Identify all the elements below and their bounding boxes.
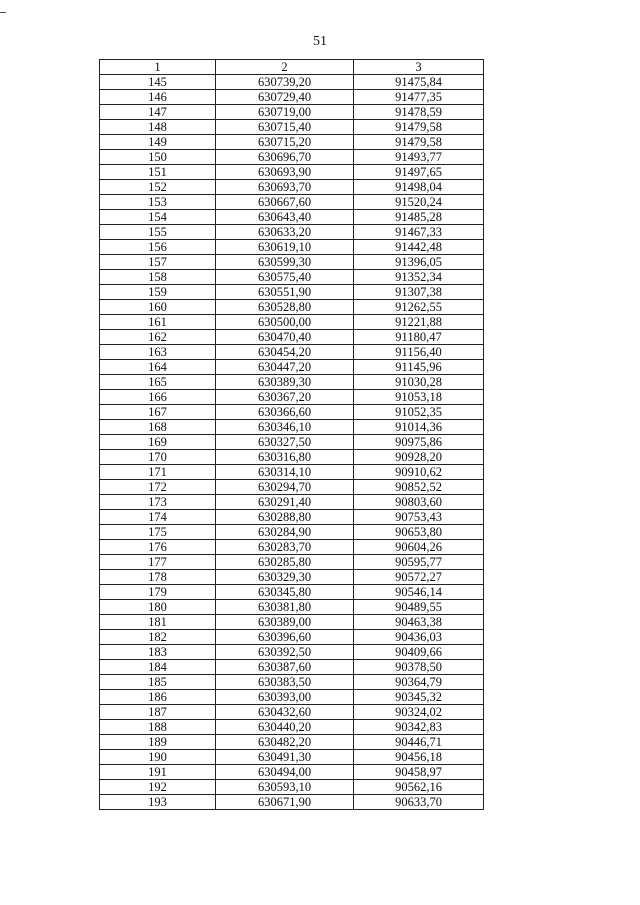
point-number-cell: 184 <box>100 660 216 675</box>
y-coordinate-cell: 91475,84 <box>354 75 484 90</box>
table-row <box>100 480 484 495</box>
table-row <box>100 765 484 780</box>
table-row <box>100 495 484 510</box>
x-coordinate-cell: 630693,90 <box>216 165 354 180</box>
point-number-cell: 163 <box>100 345 216 360</box>
x-coordinate-cell: 630454,20 <box>216 345 354 360</box>
y-coordinate-cell: 90653,80 <box>354 525 484 540</box>
table-row <box>100 750 484 765</box>
y-coordinate-cell: 91014,36 <box>354 420 484 435</box>
point-number-cell: 179 <box>100 585 216 600</box>
point-number-cell: 188 <box>100 720 216 735</box>
table-row <box>100 720 484 735</box>
point-number-cell: 177 <box>100 555 216 570</box>
x-coordinate-cell: 630528,80 <box>216 300 354 315</box>
point-number-cell: 148 <box>100 120 216 135</box>
y-coordinate-cell: 91307,38 <box>354 285 484 300</box>
point-number-cell: 170 <box>100 450 216 465</box>
x-coordinate-cell: 630575,40 <box>216 270 354 285</box>
y-coordinate-cell: 90446,71 <box>354 735 484 750</box>
y-coordinate-cell: 90753,43 <box>354 510 484 525</box>
x-coordinate-cell: 630440,20 <box>216 720 354 735</box>
point-number-cell: 178 <box>100 570 216 585</box>
table-row <box>100 75 484 90</box>
point-number-cell: 151 <box>100 165 216 180</box>
table-row <box>100 240 484 255</box>
table-row <box>100 90 484 105</box>
table-row <box>100 450 484 465</box>
x-coordinate-cell: 630396,60 <box>216 630 354 645</box>
y-coordinate-cell: 90910,62 <box>354 465 484 480</box>
table-row <box>100 210 484 225</box>
point-number-cell: 153 <box>100 195 216 210</box>
y-coordinate-cell: 90595,77 <box>354 555 484 570</box>
point-number-cell: 169 <box>100 435 216 450</box>
point-number-cell: 159 <box>100 285 216 300</box>
x-coordinate-cell: 630314,10 <box>216 465 354 480</box>
x-coordinate-cell: 630285,80 <box>216 555 354 570</box>
x-coordinate-cell: 630715,40 <box>216 120 354 135</box>
x-coordinate-cell: 630366,60 <box>216 405 354 420</box>
table-row <box>100 165 484 180</box>
point-number-cell: 155 <box>100 225 216 240</box>
y-coordinate-cell: 90436,03 <box>354 630 484 645</box>
point-number-cell: 150 <box>100 150 216 165</box>
y-coordinate-cell: 91477,35 <box>354 90 484 105</box>
point-number-cell: 154 <box>100 210 216 225</box>
table-row <box>100 150 484 165</box>
x-coordinate-cell: 630494,00 <box>216 765 354 780</box>
point-number-cell: 180 <box>100 600 216 615</box>
y-coordinate-cell: 91479,58 <box>354 120 484 135</box>
y-coordinate-cell: 90546,14 <box>354 585 484 600</box>
table-row <box>100 405 484 420</box>
point-number-cell: 160 <box>100 300 216 315</box>
point-number-cell: 182 <box>100 630 216 645</box>
table-row <box>100 390 484 405</box>
x-coordinate-cell: 630729,40 <box>216 90 354 105</box>
y-coordinate-cell: 91156,40 <box>354 345 484 360</box>
table-row <box>100 705 484 720</box>
point-number-cell: 157 <box>100 255 216 270</box>
column-header-1: 1 <box>100 60 216 75</box>
table-row <box>100 375 484 390</box>
y-coordinate-cell: 91498,04 <box>354 180 484 195</box>
table-row <box>100 105 484 120</box>
point-number-cell: 147 <box>100 105 216 120</box>
table-row <box>100 570 484 585</box>
point-number-cell: 174 <box>100 510 216 525</box>
table-row <box>100 285 484 300</box>
point-number-cell: 145 <box>100 75 216 90</box>
table-row <box>100 780 484 795</box>
point-number-cell: 175 <box>100 525 216 540</box>
point-number-cell: 187 <box>100 705 216 720</box>
y-coordinate-cell: 91467,33 <box>354 225 484 240</box>
y-coordinate-cell: 90633,70 <box>354 795 484 810</box>
y-coordinate-cell: 90456,18 <box>354 750 484 765</box>
table-row <box>100 180 484 195</box>
y-coordinate-cell: 91493,77 <box>354 150 484 165</box>
y-coordinate-cell: 90324,02 <box>354 705 484 720</box>
y-coordinate-cell: 91396,05 <box>354 255 484 270</box>
point-number-cell: 156 <box>100 240 216 255</box>
point-number-cell: 190 <box>100 750 216 765</box>
x-coordinate-cell: 630551,90 <box>216 285 354 300</box>
table-row <box>100 360 484 375</box>
x-coordinate-cell: 630329,30 <box>216 570 354 585</box>
table-row <box>100 795 484 810</box>
coordinates-table <box>99 59 484 810</box>
column-header-2: 2 <box>216 60 354 75</box>
y-coordinate-cell: 90364,79 <box>354 675 484 690</box>
point-number-cell: 181 <box>100 615 216 630</box>
y-coordinate-cell: 91052,35 <box>354 405 484 420</box>
table-row <box>100 345 484 360</box>
table-row <box>100 540 484 555</box>
table-row <box>100 195 484 210</box>
x-coordinate-cell: 630367,20 <box>216 390 354 405</box>
y-coordinate-cell: 90458,97 <box>354 765 484 780</box>
y-coordinate-cell: 90463,38 <box>354 615 484 630</box>
y-coordinate-cell: 91262,55 <box>354 300 484 315</box>
x-coordinate-cell: 630739,20 <box>216 75 354 90</box>
y-coordinate-cell: 91485,28 <box>354 210 484 225</box>
x-coordinate-cell: 630283,70 <box>216 540 354 555</box>
x-coordinate-cell: 630345,80 <box>216 585 354 600</box>
y-coordinate-cell: 90572,27 <box>354 570 484 585</box>
y-coordinate-cell: 91497,65 <box>354 165 484 180</box>
header-row <box>100 60 484 75</box>
x-coordinate-cell: 630294,70 <box>216 480 354 495</box>
y-coordinate-cell: 90604,26 <box>354 540 484 555</box>
point-number-cell: 164 <box>100 360 216 375</box>
point-number-cell: 171 <box>100 465 216 480</box>
point-number-cell: 162 <box>100 330 216 345</box>
x-coordinate-cell: 630696,70 <box>216 150 354 165</box>
point-number-cell: 185 <box>100 675 216 690</box>
x-coordinate-cell: 630482,20 <box>216 735 354 750</box>
table-row <box>100 555 484 570</box>
y-coordinate-cell: 90975,86 <box>354 435 484 450</box>
x-coordinate-cell: 630447,20 <box>216 360 354 375</box>
table-row <box>100 120 484 135</box>
y-coordinate-cell: 90803,60 <box>354 495 484 510</box>
point-number-cell: 149 <box>100 135 216 150</box>
table-row <box>100 675 484 690</box>
x-coordinate-cell: 630383,50 <box>216 675 354 690</box>
table-row <box>100 255 484 270</box>
table-row <box>100 645 484 660</box>
x-coordinate-cell: 630389,00 <box>216 615 354 630</box>
table-row <box>100 435 484 450</box>
y-coordinate-cell: 90342,83 <box>354 720 484 735</box>
x-coordinate-cell: 630291,40 <box>216 495 354 510</box>
point-number-cell: 189 <box>100 735 216 750</box>
y-coordinate-cell: 91053,18 <box>354 390 484 405</box>
page-number: 51 <box>313 34 327 49</box>
scan-edge-mark <box>0 12 6 13</box>
point-number-cell: 167 <box>100 405 216 420</box>
table-row <box>100 525 484 540</box>
x-coordinate-cell: 630432,60 <box>216 705 354 720</box>
table-row <box>100 735 484 750</box>
x-coordinate-cell: 630643,40 <box>216 210 354 225</box>
y-coordinate-cell: 90928,20 <box>354 450 484 465</box>
x-coordinate-cell: 630593,10 <box>216 780 354 795</box>
x-coordinate-cell: 630389,30 <box>216 375 354 390</box>
x-coordinate-cell: 630346,10 <box>216 420 354 435</box>
x-coordinate-cell: 630667,60 <box>216 195 354 210</box>
point-number-cell: 146 <box>100 90 216 105</box>
x-coordinate-cell: 630316,80 <box>216 450 354 465</box>
y-coordinate-cell: 90378,50 <box>354 660 484 675</box>
table-row <box>100 135 484 150</box>
x-coordinate-cell: 630392,50 <box>216 645 354 660</box>
table-row <box>100 600 484 615</box>
table-header <box>100 60 484 75</box>
point-number-cell: 193 <box>100 795 216 810</box>
table-row <box>100 270 484 285</box>
x-coordinate-cell: 630491,30 <box>216 750 354 765</box>
table-row <box>100 690 484 705</box>
table-row <box>100 510 484 525</box>
point-number-cell: 183 <box>100 645 216 660</box>
y-coordinate-cell: 91479,58 <box>354 135 484 150</box>
x-coordinate-cell: 630619,10 <box>216 240 354 255</box>
column-header-3: 3 <box>354 60 484 75</box>
x-coordinate-cell: 630715,20 <box>216 135 354 150</box>
y-coordinate-cell: 90345,32 <box>354 690 484 705</box>
table-row <box>100 300 484 315</box>
table-row <box>100 225 484 240</box>
table-row <box>100 660 484 675</box>
table-row <box>100 465 484 480</box>
x-coordinate-cell: 630633,20 <box>216 225 354 240</box>
point-number-cell: 176 <box>100 540 216 555</box>
point-number-cell: 166 <box>100 390 216 405</box>
x-coordinate-cell: 630284,90 <box>216 525 354 540</box>
table-body <box>100 75 484 810</box>
y-coordinate-cell: 91221,88 <box>354 315 484 330</box>
x-coordinate-cell: 630288,80 <box>216 510 354 525</box>
point-number-cell: 186 <box>100 690 216 705</box>
y-coordinate-cell: 90489,55 <box>354 600 484 615</box>
y-coordinate-cell: 91478,59 <box>354 105 484 120</box>
table-row <box>100 585 484 600</box>
y-coordinate-cell: 91352,34 <box>354 270 484 285</box>
point-number-cell: 191 <box>100 765 216 780</box>
x-coordinate-cell: 630599,30 <box>216 255 354 270</box>
point-number-cell: 161 <box>100 315 216 330</box>
point-number-cell: 192 <box>100 780 216 795</box>
y-coordinate-cell: 91180,47 <box>354 330 484 345</box>
x-coordinate-cell: 630500,00 <box>216 315 354 330</box>
table-row <box>100 315 484 330</box>
y-coordinate-cell: 91145,96 <box>354 360 484 375</box>
x-coordinate-cell: 630393,00 <box>216 690 354 705</box>
table-row <box>100 615 484 630</box>
table-row <box>100 330 484 345</box>
point-number-cell: 152 <box>100 180 216 195</box>
table-row <box>100 420 484 435</box>
x-coordinate-cell: 630671,90 <box>216 795 354 810</box>
point-number-cell: 158 <box>100 270 216 285</box>
y-coordinate-cell: 91520,24 <box>354 195 484 210</box>
y-coordinate-cell: 91442,48 <box>354 240 484 255</box>
y-coordinate-cell: 90562,16 <box>354 780 484 795</box>
point-number-cell: 165 <box>100 375 216 390</box>
x-coordinate-cell: 630381,80 <box>216 600 354 615</box>
point-number-cell: 173 <box>100 495 216 510</box>
y-coordinate-cell: 90409,66 <box>354 645 484 660</box>
x-coordinate-cell: 630693,70 <box>216 180 354 195</box>
x-coordinate-cell: 630470,40 <box>216 330 354 345</box>
point-number-cell: 168 <box>100 420 216 435</box>
y-coordinate-cell: 91030,28 <box>354 375 484 390</box>
x-coordinate-cell: 630387,60 <box>216 660 354 675</box>
x-coordinate-cell: 630719,00 <box>216 105 354 120</box>
point-number-cell: 172 <box>100 480 216 495</box>
y-coordinate-cell: 90852,52 <box>354 480 484 495</box>
x-coordinate-cell: 630327,50 <box>216 435 354 450</box>
table-row <box>100 630 484 645</box>
